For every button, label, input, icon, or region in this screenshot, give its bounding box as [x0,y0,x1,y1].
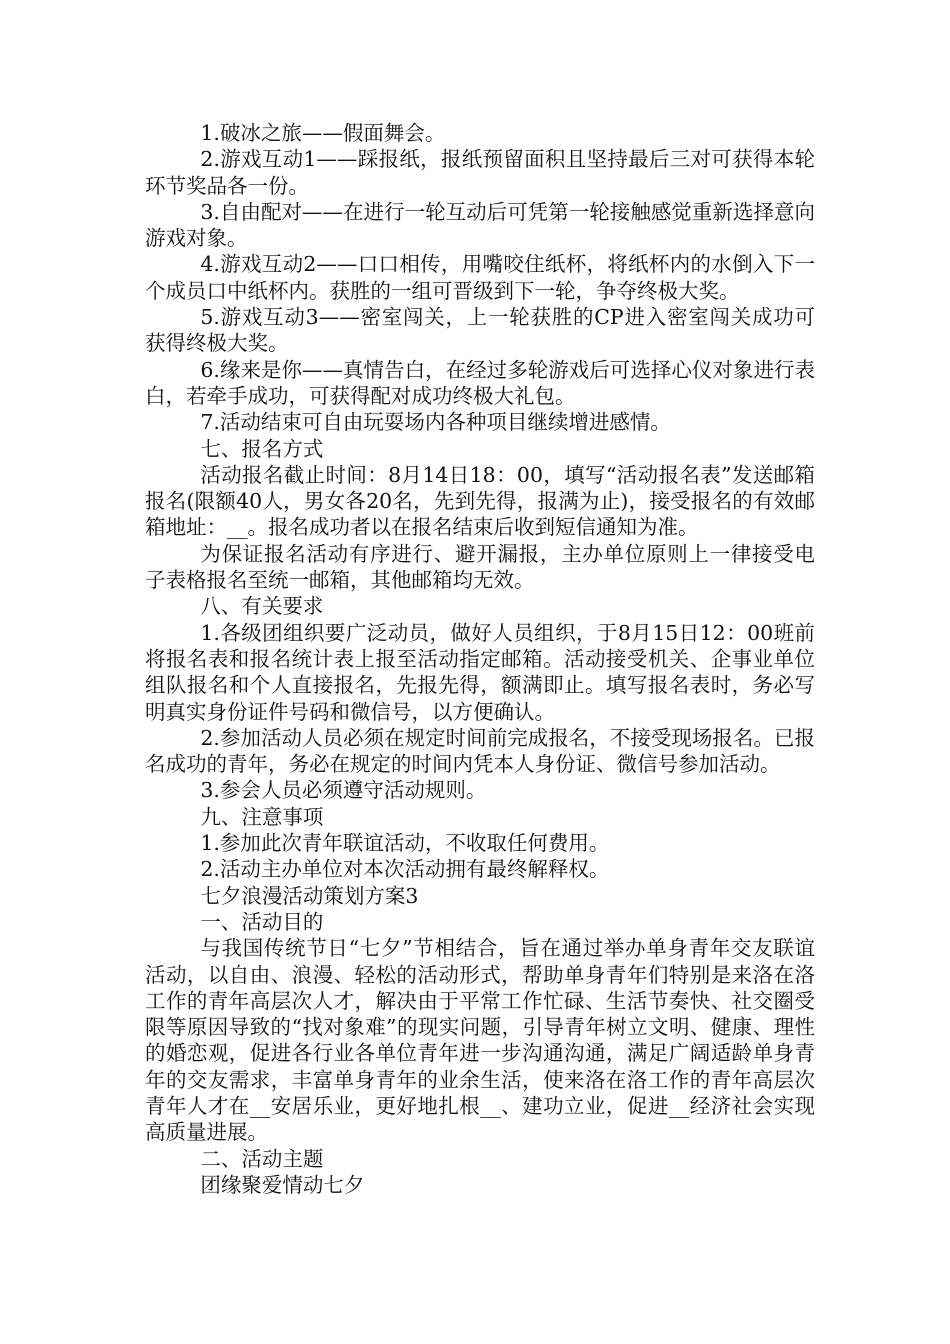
paragraph: 2.游戏互动1——踩报纸，报纸预留面积且坚持最后三对可获得本轮环节奖品各一份。 [145,147,815,198]
document-body [145,120,815,1198]
document-title: 七夕浪漫活动策划方案3 [200,883,419,908]
paragraph: 3.参会人员必须遵守活动规则。 [200,778,487,803]
paragraph: 2.参加活动人员必须在规定时间前完成报名，不接受现场报名。已报名成功的青年，务必在规定的时间内凭本人身份证、微信号参加活动。 [145,725,815,777]
paragraph: 5.游戏互动3——密室闯关，上一轮获胜的CP进入密室闯关成功可获得终极大奖。 [145,305,815,356]
paragraph: 团缘聚爱情动七夕 [200,1172,365,1197]
paragraph: 为保证报名活动有序进行、避开漏报，主办单位原则上一律接受电子表格报名至统一邮箱，其他邮箱均无效。 [145,541,815,593]
paragraph: 1.各级团组织要广泛动员，做好人员组织，于8月15日12：00班前将报名表和报名统计表上报至活动指定邮箱。活动接受机关、企事业单位组队报名和个人直接报名，先报先得，额满即止。填写报名表时，务必写明真实身份证件号码和微信号，以方便确认。 [145,620,815,724]
section-heading: 九、注意事项 [200,804,324,829]
paragraph: 3.自由配对——在进行一轮互动后可凭第一轮接触感觉重新选择意向游戏对象。 [145,199,815,251]
section-heading: 二、活动主题 [200,1146,324,1171]
section-heading: 一、活动目的 [200,909,324,934]
paragraph: 2.活动主办单位对本次活动拥有最终解释权。 [200,857,610,882]
paragraph: 6.缘来是你——真情告白，在经过多轮游戏后可选择心仪对象进行表白，若牵手成功，可获得配对成功终极大礼包。 [145,357,815,408]
section-heading: 八、有关要求 [200,594,324,619]
paragraph: 7.活动结束可自由玩耍场内各种项目继续增进感情。 [200,410,671,435]
paragraph: 1.破冰之旅——假面舞会。 [200,121,446,145]
paragraph: 活动报名截止时间：8月14日18：00，填写“活动报名表”发送邮箱报名(限额40人，男女各20名，先到先得，报满为止)，接受报名的有效邮箱地址：__。报名成功者以在报名结束后收到短信通知为准。 [145,462,815,540]
section-heading: 七、报名方式 [200,436,324,461]
paragraph: 4.游戏互动2——口口相传，用嘴咬住纸杯，将纸杯内的水倒入下一个成员口中纸杯内。获胜的一组可晋级到下一轮，争夺终极大奖。 [145,252,815,303]
paragraph: 1.参加此次青年联谊活动，不收取任何费用。 [200,831,610,856]
paragraph: 与我国传统节日“七夕”节相结合，旨在通过举办单身青年交友联谊活动，以自由、浪漫、轻松的活动形式，帮助单身青年们特别是来洛在洛工作的青年高层次人才，解决由于平常工作忙碌、生活节奏快、社交圈受限等原因导致的“找对象难”的现实问题，引导青年树立文明、健康、理性的婚恋观，促进各行业各单位青年进一步沟通沟通，满足广阔适龄单身青年的交友需求，丰富单身青年的业余生活，使来洛在洛工作的青年高层次青年人才在__安居乐业，更好地扎根__、建功立业，促进__经济社会实现高质量进展。 [145,936,815,1145]
